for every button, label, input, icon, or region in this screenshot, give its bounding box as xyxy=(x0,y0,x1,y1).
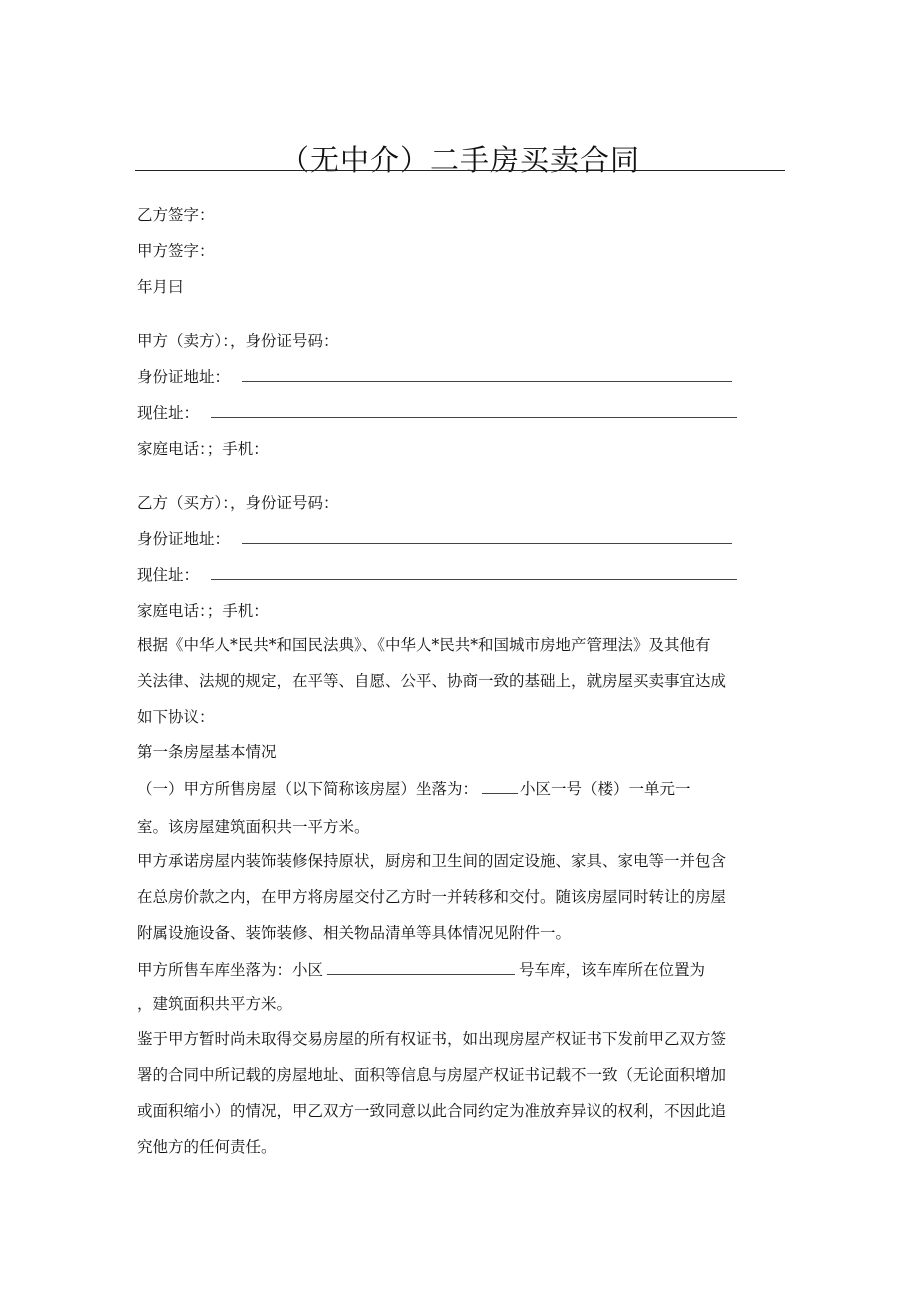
seller-id-address-label: 身份证地址： xyxy=(137,368,231,386)
garage-number-blank xyxy=(327,960,515,975)
preamble-line-1: 根据《中华人*民共*和国民法典》、《中华人*民共*和国城市房地产管理法》及其他有 xyxy=(137,636,711,654)
garage-line-2: ，建筑面积共平方米。 xyxy=(137,995,293,1013)
article-1-item-1-line-2: 室。该房屋建筑面积共一平方米。 xyxy=(137,818,370,836)
buyer-id-address-line xyxy=(137,529,732,549)
seller-id-address-blank xyxy=(242,367,732,382)
garage-line xyxy=(137,960,705,980)
preamble-line-3: 如下协议： xyxy=(137,708,215,726)
buyer-name-id-line: 乙方（买方）：，身份证号码： xyxy=(137,494,339,512)
article-1-item-1-line xyxy=(137,779,691,799)
fixtures-line-1: 甲方承诺房屋内装饰装修保持原状，厨房和卫生间的固定设施、家具、家电等一并包含 xyxy=(137,852,727,870)
fixtures-line-2: 在总房价款之内，在甲方将房屋交付乙方时一并转移和交付。随该房屋同时转让的房屋 xyxy=(137,888,727,906)
seller-current-address-label: 现住址： xyxy=(137,404,200,422)
buyer-current-address-label: 现住址： xyxy=(137,566,200,584)
buyer-current-address-line xyxy=(137,565,737,585)
seller-id-address-line xyxy=(137,367,732,387)
certificate-line-4: 究他方的任何责任。 xyxy=(137,1138,277,1156)
buyer-current-address-blank xyxy=(211,565,737,580)
title-underline xyxy=(135,170,785,171)
article-1-heading: 第一条房屋基本情况 xyxy=(137,743,277,761)
buyer-id-address-blank xyxy=(242,529,732,544)
date-label: 年月曰 xyxy=(137,278,184,296)
seller-current-address-line xyxy=(137,403,737,423)
article-1-item-1-prefix: （一）甲方所售房屋（以下简称该房屋）坐落为： xyxy=(137,780,479,798)
community-name-blank xyxy=(482,779,518,794)
article-1-item-1-suffix: 小区一号（楼）一单元一 xyxy=(520,780,691,798)
certificate-line-3: 或面积缩小）的情况，甲乙双方一致同意以此合同约定为准放弃异议的权利，不因此追 xyxy=(137,1102,727,1120)
document-title: （无中介）二手房买卖合同 xyxy=(279,143,640,177)
garage-suffix: 号车库，该车库所在位置为 xyxy=(519,961,706,979)
garage-prefix: 甲方所售车库坐落为：小区 xyxy=(137,961,324,979)
buyer-id-address-label: 身份证地址： xyxy=(137,530,231,548)
certificate-line-1: 鉴于甲方暂时尚未取得交易房屋的所有权证书，如出现房屋产权证书下发前甲乙双方签 xyxy=(137,1030,727,1048)
seller-current-address-blank xyxy=(211,403,737,418)
fixtures-line-3: 附属设施设备、装饰装修、相关物品清单等具体情况见附件一。 xyxy=(137,924,572,942)
seller-phone-line: 家庭电话：；手机： xyxy=(137,440,269,458)
preamble-line-2: 关法律、法规的规定，在平等、自愿、公平、协商一致的基础上，就房屋买卖事宜达成 xyxy=(137,672,727,690)
party-b-signature-label: 乙方签字： xyxy=(137,206,215,224)
certificate-line-2: 署的合同中所记载的房屋地址、面积等信息与房屋产权证书记载不一致（无论面积增加 xyxy=(137,1066,727,1084)
seller-name-id-line: 甲方（卖方）：，身份证号码： xyxy=(137,332,339,350)
party-a-signature-label: 甲方签字： xyxy=(137,242,215,260)
buyer-phone-line: 家庭电话：；手机： xyxy=(137,602,269,620)
